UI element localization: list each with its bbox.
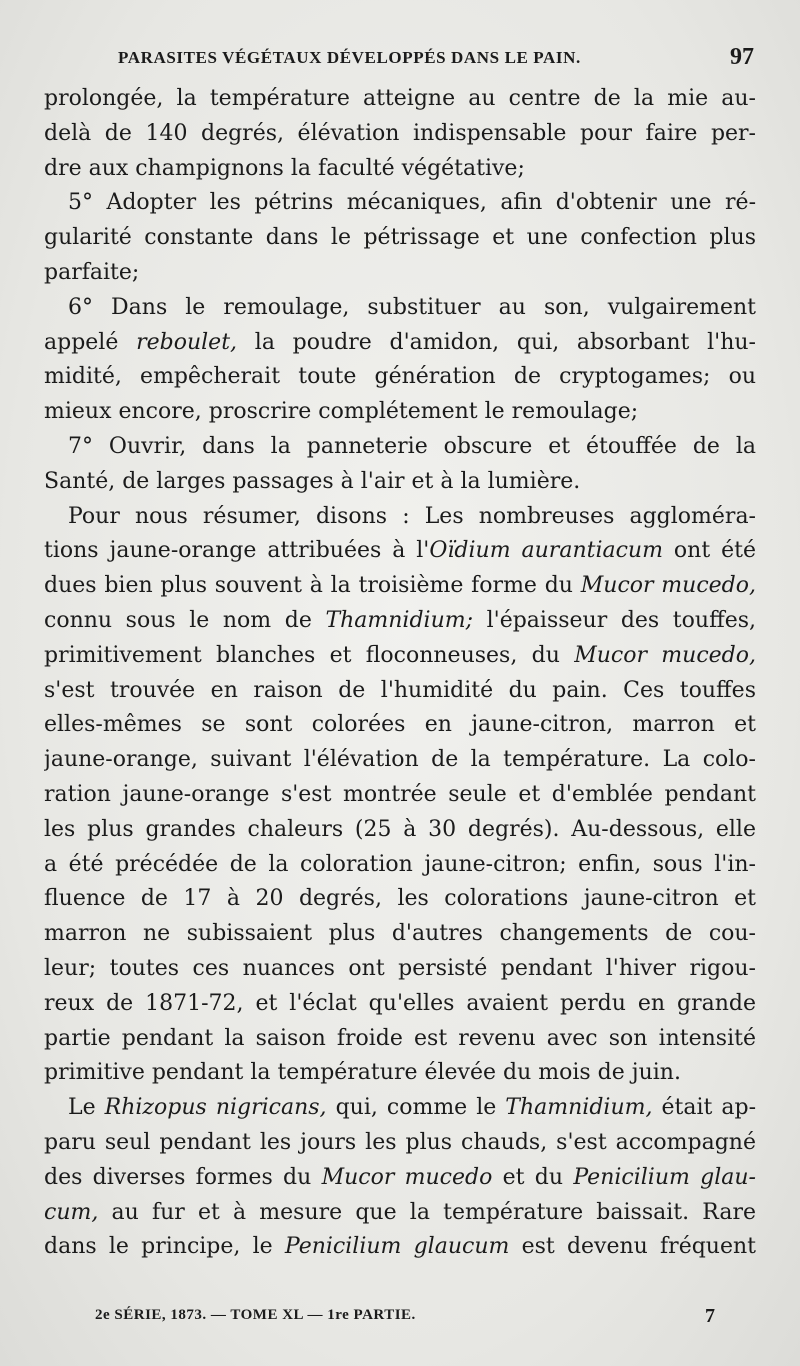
text-line: midité, empêcherait toute génération de cryptogames; ou [44, 364, 756, 390]
italic-term: reboulet, [136, 329, 238, 355]
text-line: connu sous le nom de Thamnidium; l'épaisseur des touffes, [44, 607, 756, 633]
text-line: elles-mêmes se sont colorées en jaune-citron, marron et [44, 712, 756, 738]
text-line: cum, au fur et à mesure que la température baissait. Rare [44, 1199, 756, 1225]
page-footer [95, 1305, 715, 1333]
italic-term: Rhizopus nigricans, [104, 1095, 327, 1121]
footer-signature: 2e SÉRIE, 1873. — TOME XL — 1re PARTIE. [95, 1307, 416, 1323]
text-line: ration jaune-orange s'est montrée seule et d'emblée pendant [44, 781, 756, 807]
text-line: tions jaune-orange attribuées à l'Oïdium aurantiacum ont été [44, 538, 756, 564]
text-line: marron ne subissaient plus d'autres changements de cou- [44, 921, 756, 947]
text-line: delà de 140 degrés, élévation indispensable pour faire per- [44, 120, 756, 146]
running-title: PARASITES VÉGÉTAUX DÉVELOPPÉS DANS LE PAIN. [118, 48, 581, 67]
text-line: s'est trouvée en raison de l'humidité du pain. Ces touffes [44, 677, 756, 703]
text-line: dre aux champignons la faculté végétative; [44, 155, 525, 181]
text-line: leur; toutes ces nuances ont persisté pendant l'hiver rigou- [44, 955, 756, 981]
text-line: partie pendant la saison froide est revenu avec son intensité [44, 1025, 756, 1051]
text-line: Le Rhizopus nigricans, qui, comme le Thamnidium, était ap- [68, 1095, 756, 1121]
italic-term: Oïdium aurantiacum [429, 538, 663, 564]
text-line: primitive pendant la température élevée du mois de juin. [44, 1060, 681, 1086]
text-line: reux de 1871-72, et l'éclat qu'elles avaient perdu en grande [44, 990, 756, 1016]
text-line: appelé reboulet, la poudre d'amidon, qui, absorbant l'hu- [44, 329, 756, 355]
italic-term: Thamnidium, [505, 1095, 653, 1121]
italic-term: cum, [44, 1199, 99, 1225]
italic-term: Penicilium glaucum [284, 1234, 510, 1260]
text-line: paru seul pendant les jours les plus chauds, s'est accompagné [44, 1129, 756, 1155]
body-text [44, 82, 756, 1265]
text-line: dans le principe, le Penicilium glaucum est devenu fréquent [44, 1234, 756, 1260]
text-line: fluence de 17 à 20 degrés, les colorations jaune-citron et [44, 886, 756, 912]
text-line: parfaite; [44, 259, 140, 285]
text-line: Pour nous résumer, disons : Les nombreuses aggloméra- [68, 503, 756, 529]
footer-sheet-number: 7 [705, 1305, 715, 1327]
text-line: mieux encore, proscrire complétement le remoulage; [44, 399, 639, 425]
page-number: 97 [730, 44, 754, 70]
text-line: prolongée, la température atteigne au centre de la mie au- [44, 86, 756, 111]
italic-term: Thamnidium; [325, 607, 474, 633]
text-line: les plus grandes chaleurs (25 à 30 degrés). Au-dessous, elle [44, 816, 756, 842]
text-line: jaune-orange, suivant l'élévation de la température. La colo- [44, 747, 756, 773]
italic-term: Penicilium glau- [573, 1164, 756, 1190]
italic-term: Mucor mucedo, [580, 573, 756, 599]
text-line: des diverses formes du Mucor mucedo et du Penicilium glau- [44, 1164, 756, 1190]
text-line: 5° Adopter les pétrins mécaniques, afin d'obtenir une ré- [68, 190, 756, 216]
text-line: primitivement blanches et floconneuses, du Mucor mucedo, [44, 642, 756, 668]
running-header [118, 44, 754, 74]
text-line: 7° Ouvrir, dans la panneterie obscure et étouffée de la [68, 433, 756, 459]
text-line: gularité constante dans le pétrissage et une confection plus [44, 225, 756, 251]
italic-term: Mucor mucedo [321, 1164, 493, 1190]
text-line: Santé, de larges passages à l'air et à la lumière. [44, 468, 581, 494]
text-line: dues bien plus souvent à la troisième forme du Mucor mucedo, [44, 573, 756, 599]
italic-term: Mucor mucedo, [574, 642, 756, 668]
text-line: a été précédée de la coloration jaune-citron; enfin, sous l'in- [44, 851, 756, 877]
text-line: 6° Dans le remoulage, substituer au son, vulgairement [68, 294, 756, 320]
